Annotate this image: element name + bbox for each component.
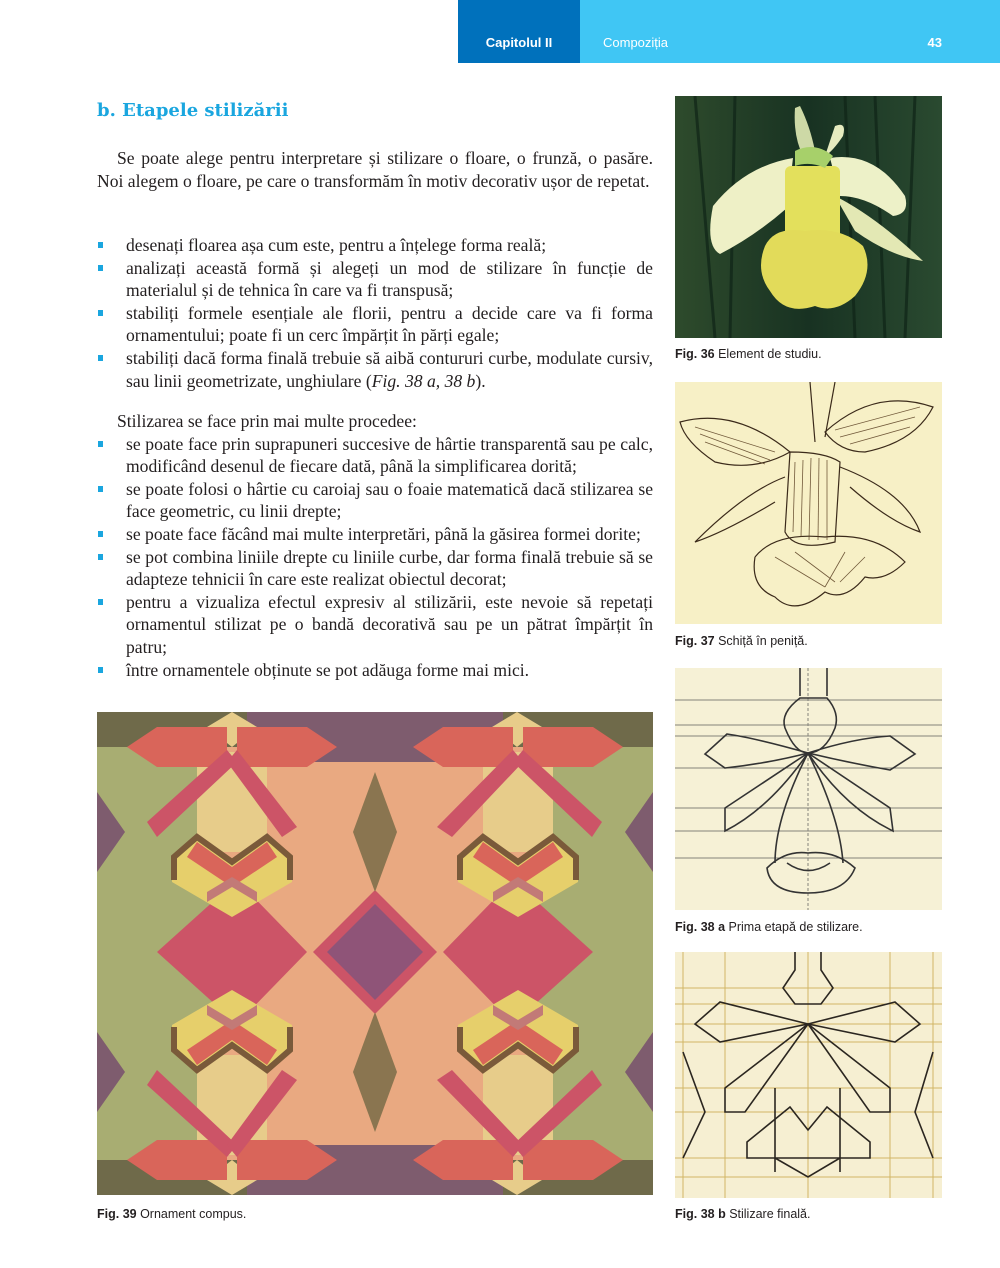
figure-37-caption: Fig. 37 Schiță în peniță.: [675, 634, 808, 648]
figure-39-caption: Fig. 39 Ornament compus.: [97, 1207, 247, 1221]
figure-reference: Fig. 38 a, 38 b: [371, 370, 476, 391]
bullet-icon: [98, 441, 103, 447]
figure-38b-caption: Fig. 38 b Stilizare finală.: [675, 1207, 811, 1221]
bullet-icon: [98, 554, 103, 560]
list-item: între ornamentele obținute se pot adăuga forme mai mici.: [97, 659, 653, 682]
final-stylization-drawing: [675, 952, 942, 1198]
list-item: se poate folosi o hârtie cu caroiaj sau o foaie matematică dacă stilizarea se face geometric, cu linii drepte;: [97, 478, 653, 523]
list-item: se poate face făcând mai multe interpretări, până la găsirea formei dorite;: [97, 523, 653, 546]
bullet-icon: [98, 667, 103, 673]
figure-38a-first-stage: [675, 668, 942, 910]
methods-intro: Stilizarea se face prin mai multe procedee:: [117, 411, 417, 431]
bullet-icon: [98, 242, 103, 248]
steps-block: [97, 234, 653, 392]
intro-block: [97, 147, 653, 192]
figure-36-daffodil-photo: [675, 96, 942, 338]
bullet-icon: [98, 599, 103, 605]
chapter-label: Capitolul II: [458, 0, 580, 63]
ornament-image: [97, 712, 653, 1195]
list-item: pentru a vizualiza efectul expresiv al stilizării, este nevoie să repetați ornamentul stilizat pe o bandă decorativă sau pe un pătrat împărțit în patru;: [97, 591, 653, 659]
list-item: stabiliți dacă forma finală trebuie să aibă contururi curbe, modulate cursiv, sau linii geometrizate, unghiulare (Fig. 38 a, 38 b).: [97, 347, 653, 392]
bullet-icon: [98, 310, 103, 316]
list-item: stabiliți formele esențiale ale florii, pentru a decide care va fi forma ornamentului; poate fi un cerc împărțit în părți egale;: [97, 302, 653, 347]
figure-38b-final-stylization: [675, 952, 942, 1198]
daffodil-photo-image: [675, 96, 942, 338]
figure-39-composite-ornament: [97, 712, 653, 1195]
intro-paragraph: Se poate alege pentru interpretare și stilizare o floare, o frunză, o pasăre. Noi alegem o floare, pe care o transformăm în motiv decorativ ușor de repetat.: [97, 148, 653, 191]
methods-block: [97, 410, 653, 681]
bullet-icon: [98, 355, 103, 361]
bullet-icon: [98, 486, 103, 492]
list-item: se pot combina liniile drepte cu liniile curbe, dar forma finală trebuie să se adapteze tehnicii în care este realizat obiectul decorat;: [97, 546, 653, 591]
first-stage-drawing: [675, 668, 942, 910]
page-header: [458, 0, 1000, 63]
bullet-icon: [98, 265, 103, 271]
pen-sketch-image: [675, 382, 942, 624]
methods-list: [97, 433, 653, 682]
steps-list: [97, 234, 653, 392]
bullet-icon: [98, 531, 103, 537]
figure-37-pen-sketch: [675, 382, 942, 624]
figure-38a-caption: Fig. 38 a Prima etapă de stilizare.: [675, 920, 863, 934]
list-item: analizați această formă și alegeți un mod de stilizare în funcție de materialul și de tehnica în care va fi transpusă;: [97, 257, 653, 302]
list-item: desenați floarea așa cum este, pentru a înțelege forma reală;: [97, 234, 653, 257]
list-item: se poate face prin suprapuneri succesive de hârtie transparentă sau pe calc, modificând desenul de fiecare dată, până la simplificarea dorită;: [97, 433, 653, 478]
section-title: b. Etapele stilizării: [97, 100, 289, 121]
page-number: 43: [927, 35, 942, 50]
figure-36-caption: Fig. 36 Element de studiu.: [675, 347, 822, 361]
section-label: Compoziția: [603, 35, 669, 50]
